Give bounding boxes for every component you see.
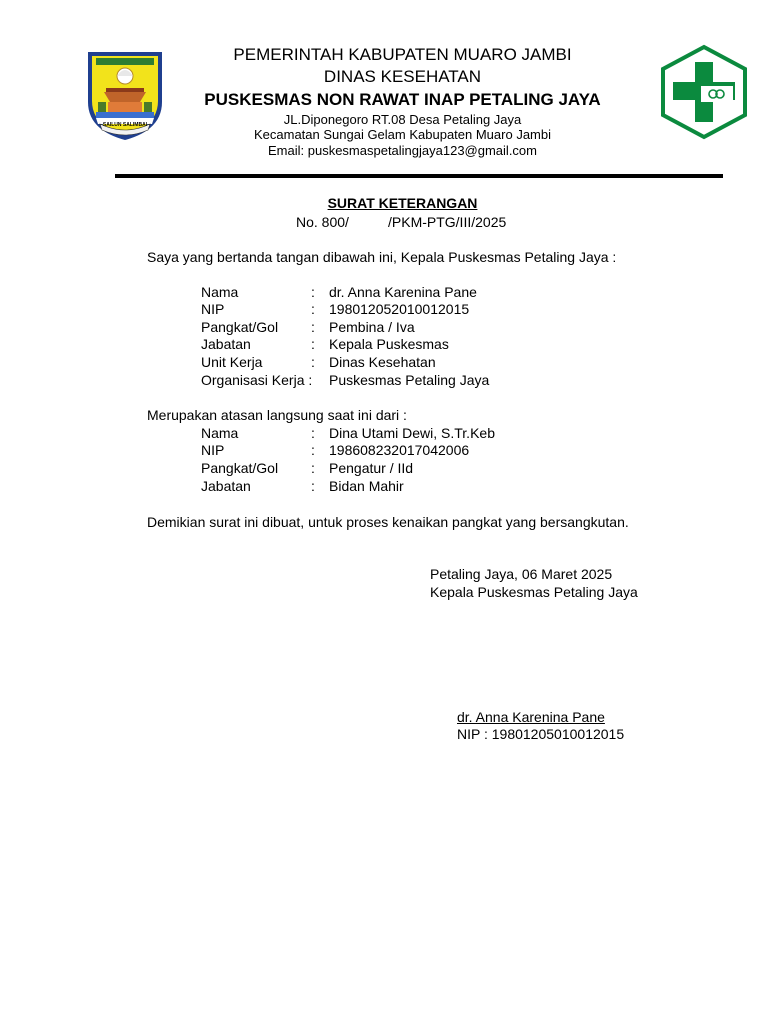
field-separator: : — [311, 354, 315, 370]
field-value: Puskesmas Petaling Jaya — [329, 372, 490, 388]
intro-paragraph: Saya yang bertanda tangan dibawah ini, Kepala Puskesmas Petaling Jaya : — [147, 249, 617, 265]
field-value: Dinas Kesehatan — [329, 354, 436, 370]
field-label: Jabatan — [201, 478, 251, 494]
field-separator: : — [311, 425, 315, 441]
letterhead-divider — [115, 174, 723, 178]
field-value: Pembina / Iva — [329, 319, 415, 335]
field-value: Kepala Puskesmas — [329, 336, 449, 352]
field-value: Pengatur / IId — [329, 460, 414, 476]
field-label: Nama — [201, 284, 239, 300]
field-separator: : — [311, 460, 315, 476]
signer-position: Kepala Puskesmas Petaling Jaya — [430, 584, 638, 600]
letterhead-address-street: JL.Diponegoro RT.08 Desa Petaling Jaya — [283, 112, 522, 127]
field-separator: : — [311, 478, 315, 494]
field-value: 198012052010012015 — [329, 301, 470, 317]
letterhead-email: Email: puskesmaspetalingjaya123@gmail.com — [268, 143, 537, 158]
letter-number-suffix: /PKM-PTG/III/2025 — [388, 214, 507, 230]
field-separator: : — [311, 319, 315, 335]
signer-nip: NIP : 19801205010012015 — [457, 726, 625, 742]
letter-number-prefix: No. 800/ — [296, 214, 349, 230]
field-value: Dina Utami Dewi, S.Tr.Keb — [329, 425, 495, 441]
letterhead-department: DINAS KESEHATAN — [323, 67, 482, 86]
field-value: dr. Anna Karenina Pane — [329, 284, 477, 300]
field-label: Jabatan — [201, 336, 251, 352]
emblem-motto: SAILUN SALIMBAI — [102, 122, 148, 128]
field-label: NIP — [201, 301, 225, 317]
letterhead-institution: PUSKESMAS NON RAWAT INAP PETALING JAYA — [204, 90, 601, 109]
puskesmas-cross-icon — [659, 44, 749, 140]
field-label: Organisasi Kerja : — [201, 372, 313, 388]
field-label: NIP — [201, 442, 225, 458]
closing-paragraph: Demikian surat ini dibuat, untuk proses kenaikan pangkat yang bersangkutan. — [147, 514, 629, 530]
field-separator: : — [311, 336, 315, 352]
signer-name: dr. Anna Karenina Pane — [457, 709, 605, 725]
field-label: Unit Kerja — [201, 354, 263, 370]
field-separator: : — [311, 301, 315, 317]
letterhead-government: PEMERINTAH KABUPATEN MUARO JAMBI — [233, 45, 572, 64]
field-separator: : — [311, 442, 315, 458]
letterhead-address-district: Kecamatan Sungai Gelam Kabupaten Muaro Jambi — [253, 127, 551, 142]
subordinate-intro: Merupakan atasan langsung saat ini dari : — [147, 407, 407, 423]
field-value: Bidan Mahir — [329, 478, 404, 494]
field-label: Pangkat/Gol — [201, 460, 279, 476]
place-date: Petaling Jaya, 06 Maret 2025 — [430, 566, 613, 582]
field-label: Pangkat/Gol — [201, 319, 279, 335]
field-separator: : — [311, 284, 315, 300]
field-label: Nama — [201, 425, 239, 441]
letter-title: SURAT KETERANGAN — [327, 195, 478, 211]
field-value: 198608232017042006 — [329, 442, 470, 458]
